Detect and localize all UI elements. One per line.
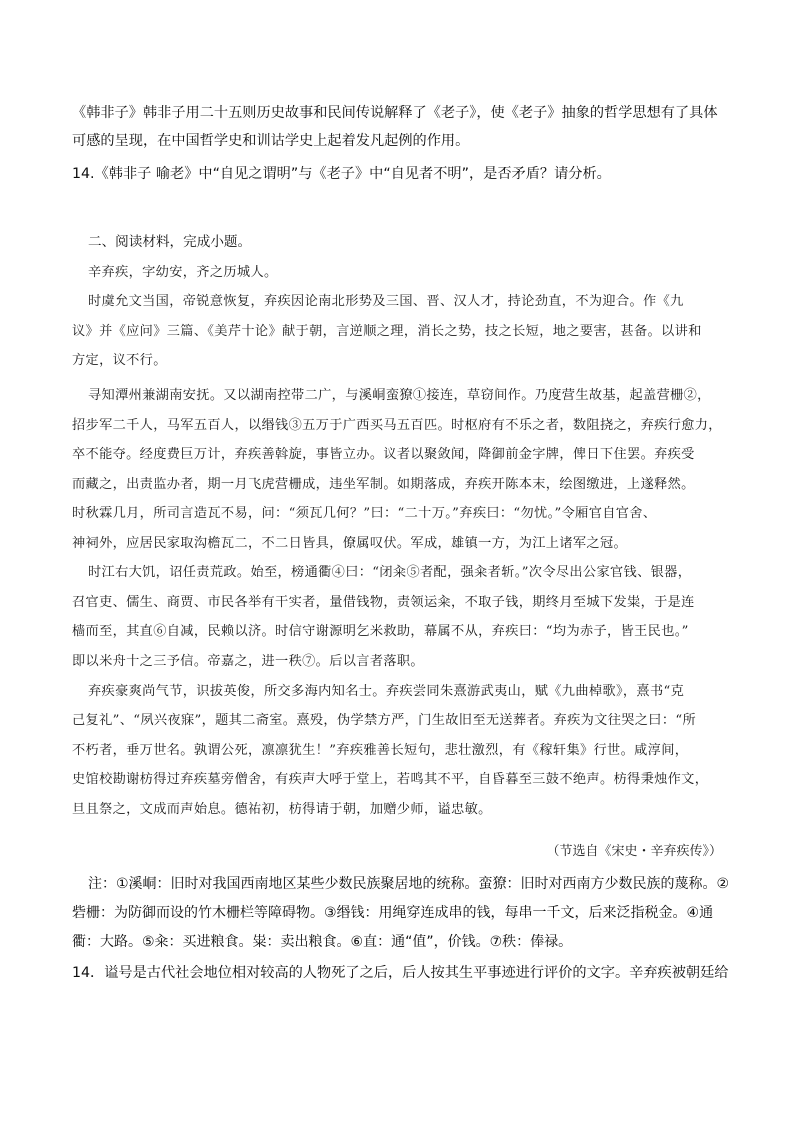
passage-line-8: 而藏之，出责监办者，期一月飞虎营栅成，违坐军制。如期落成，弃疾开陈本末，绘图缴进，上遂释然。 bbox=[72, 477, 695, 492]
passage-line-2: 时虞允文当国，帝锐意恢复，弃疾因论南北形势及三国、晋、汉人才，持论劲直，不为迎合。作《九 bbox=[88, 294, 684, 309]
passage-line-1: 辛弃疾，字幼安，齐之历城人。 bbox=[88, 265, 278, 280]
passage-line-15: 弃疾豪爽尚气节，识拔英俊，所交多海内知名士。弃疾尝同朱熹游武夷山，赋《九曲棹歌》，熹书“克 bbox=[88, 684, 685, 699]
passage-line-11: 时江右大饥，诏任责荒政。始至，榜通衢④曰：“闭籴⑤者配，强籴者斩。”次令尽出公家官钱、银器， bbox=[88, 565, 692, 580]
section-two-heading: 二、阅读材料，完成小题。 bbox=[88, 234, 252, 250]
question-14-second: 14．谥号是古代社会地位相对较高的人物死了之后，后人按其生平事迹进行评价的文字。辛弃疾被朝廷给 bbox=[72, 965, 729, 981]
passage-line-5: 寻知潭州兼湖南安抚。又以湖南控带二广，与溪峒蛮獠①接连，草窃间作。乃度营生故基，起盖营栅②， bbox=[88, 388, 711, 403]
passage-line-19: 旦且祭之，文成而声始息。德祐初，枋得请于朝，加赠少师，谥忠敏。 bbox=[72, 802, 492, 817]
intro-line-1: 《韩非子》韩非子用二十五则历史故事和民间传说解释了《老子》，使《老子》抽象的哲学思想有了具体 bbox=[72, 105, 718, 121]
passage-line-9: 时秋霖几月，所司言造瓦不易，问：“须瓦几何？”曰：“二十万。”弃疾曰：“勿忧。”令厢官自官舍、 bbox=[72, 506, 657, 521]
question-14-first: 14.《韩非子 喻老》中“自见之谓明”与《老子》中“自见者不明”，是否矛盾？请分析。 bbox=[72, 166, 611, 182]
passage-line-10: 神祠外，应居民家取沟檐瓦二，不二日皆具，僚属叹伏。军成，雄镇一方，为江上诸军之冠。 bbox=[72, 536, 628, 551]
passage-line-13: 樯而至，其直⑥自减，民赖以济。时信守谢源明乞米救助，幕属不从，弃疾曰：“均为赤子，皆王民也。” bbox=[72, 624, 689, 639]
source-citation: （节选自《宋史・辛弃疾传》） bbox=[546, 844, 722, 859]
passage-line-4: 方定，议不行。 bbox=[72, 353, 167, 368]
passage-line-6: 招步军二千人，马军五百人，以缗钱③五万于广西买马五百匹。时枢府有不乐之者，数阻挠之，弃疾行愈力， bbox=[72, 418, 722, 433]
passage-line-14: 即以米舟十之三予信。帝嘉之，进一秩⑦。后以言者落职。 bbox=[72, 654, 424, 669]
passage-line-17: 不朽者，垂万世名。孰谓公死，凛凛犹生！”弃疾雅善长短句，悲壮激烈，有《稼轩集》行世。咸淳间， bbox=[72, 743, 689, 758]
notes-line-3: 衢：大路。⑤籴：买进粮食。粜：卖出粮食。⑥直：通“值”，价钱。⑦秩：俸禄。 bbox=[72, 934, 573, 950]
passage-line-12: 召官吏、儒生、商贾、市民各举有干实者，量借钱物，责领运籴，不取子钱，期终月至城下发粜，于是连 bbox=[72, 595, 695, 610]
intro-line-2: 可感的呈现，在中国哲学史和训诂学史上起着发凡起例的作用。 bbox=[72, 133, 470, 149]
passage-line-7: 卒不能夺。经度费巨万计，弃疾善斡旋，事皆立办。议者以聚敛闻，降御前金字牌，俾日下住罢。弃疾受 bbox=[72, 447, 695, 462]
notes-line-1: 注：①溪峒：旧时对我国西南地区某些少数民族聚居地的统称。蛮獠：旧时对西南方少数民族的蔑称。② bbox=[88, 876, 730, 892]
passage-line-16: 己复礼”、“夙兴夜寐”，题其二斋室。熹殁，伪学禁方严，门生故旧至无送葬者。弃疾为文往哭之曰：“所 bbox=[72, 713, 697, 728]
passage-line-18: 史馆校勘谢枋得过弃疾墓旁僧舍，有疾声大呼于堂上，若鸣其不平，自昏暮至三鼓不绝声。枋得秉烛作文， bbox=[72, 772, 709, 787]
notes-line-2: 砦栅：为防御而设的竹木栅栏等障碍物。③缗钱：用绳穿连成串的钱，每串一千文，后来泛指税金。④通 bbox=[72, 905, 714, 921]
passage-line-3: 议》并《应问》三篇、《美芹十论》献于朝，言逆顺之理，消长之势，技之长短，地之要害，甚备。以讲和 bbox=[72, 324, 702, 339]
